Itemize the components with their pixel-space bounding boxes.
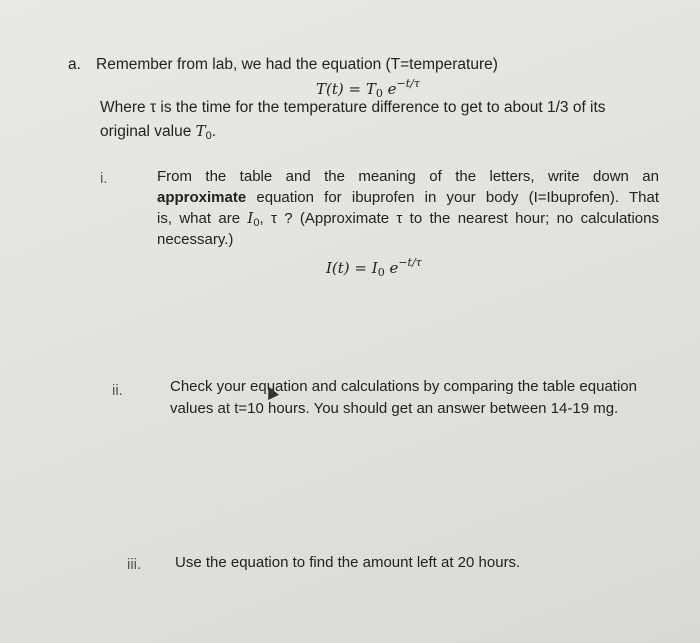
part-a-marker: a. <box>68 56 81 73</box>
item-i-marker: i. <box>100 170 108 187</box>
part-a-intro: Remember from lab, we had the equation (T=temperature) <box>96 56 498 73</box>
tau-definition-line1: Where τ is the time for the temperature difference to get to about 1/3 of its <box>100 99 606 116</box>
item-i-line1: From the table and the meaning of the letters, write down an <box>157 168 659 185</box>
item-i-line4: necessary.) <box>157 231 234 248</box>
item-iii-line1: Use the equation to find the amount left at 20 hours. <box>175 554 521 571</box>
ibuprofen-equation: $I(t) = I_0$ $e^{-t/\tau}$ <box>326 256 422 279</box>
item-ii-marker: ii. <box>112 382 123 399</box>
item-i-line2: approximate equation for ibuprofen in your body (I=Ibuprofen). That <box>157 189 659 206</box>
temperature-equation: $T(t) = T_0$ $e^{-t/\tau}$ <box>316 77 420 100</box>
tau-definition-line2: original value $T_0$. <box>100 122 217 142</box>
item-i-line3: is, what are $I_0$, τ ? (Approximate τ to the nearest hour; no calculations <box>157 209 659 229</box>
item-ii-line1: Check your equation and calculations by comparing the table equation <box>170 378 637 395</box>
item-ii-line2: values at t=10 hours. You should get an answer between 14-19 mg. <box>170 400 619 417</box>
item-iii-marker: iii. <box>127 556 142 573</box>
